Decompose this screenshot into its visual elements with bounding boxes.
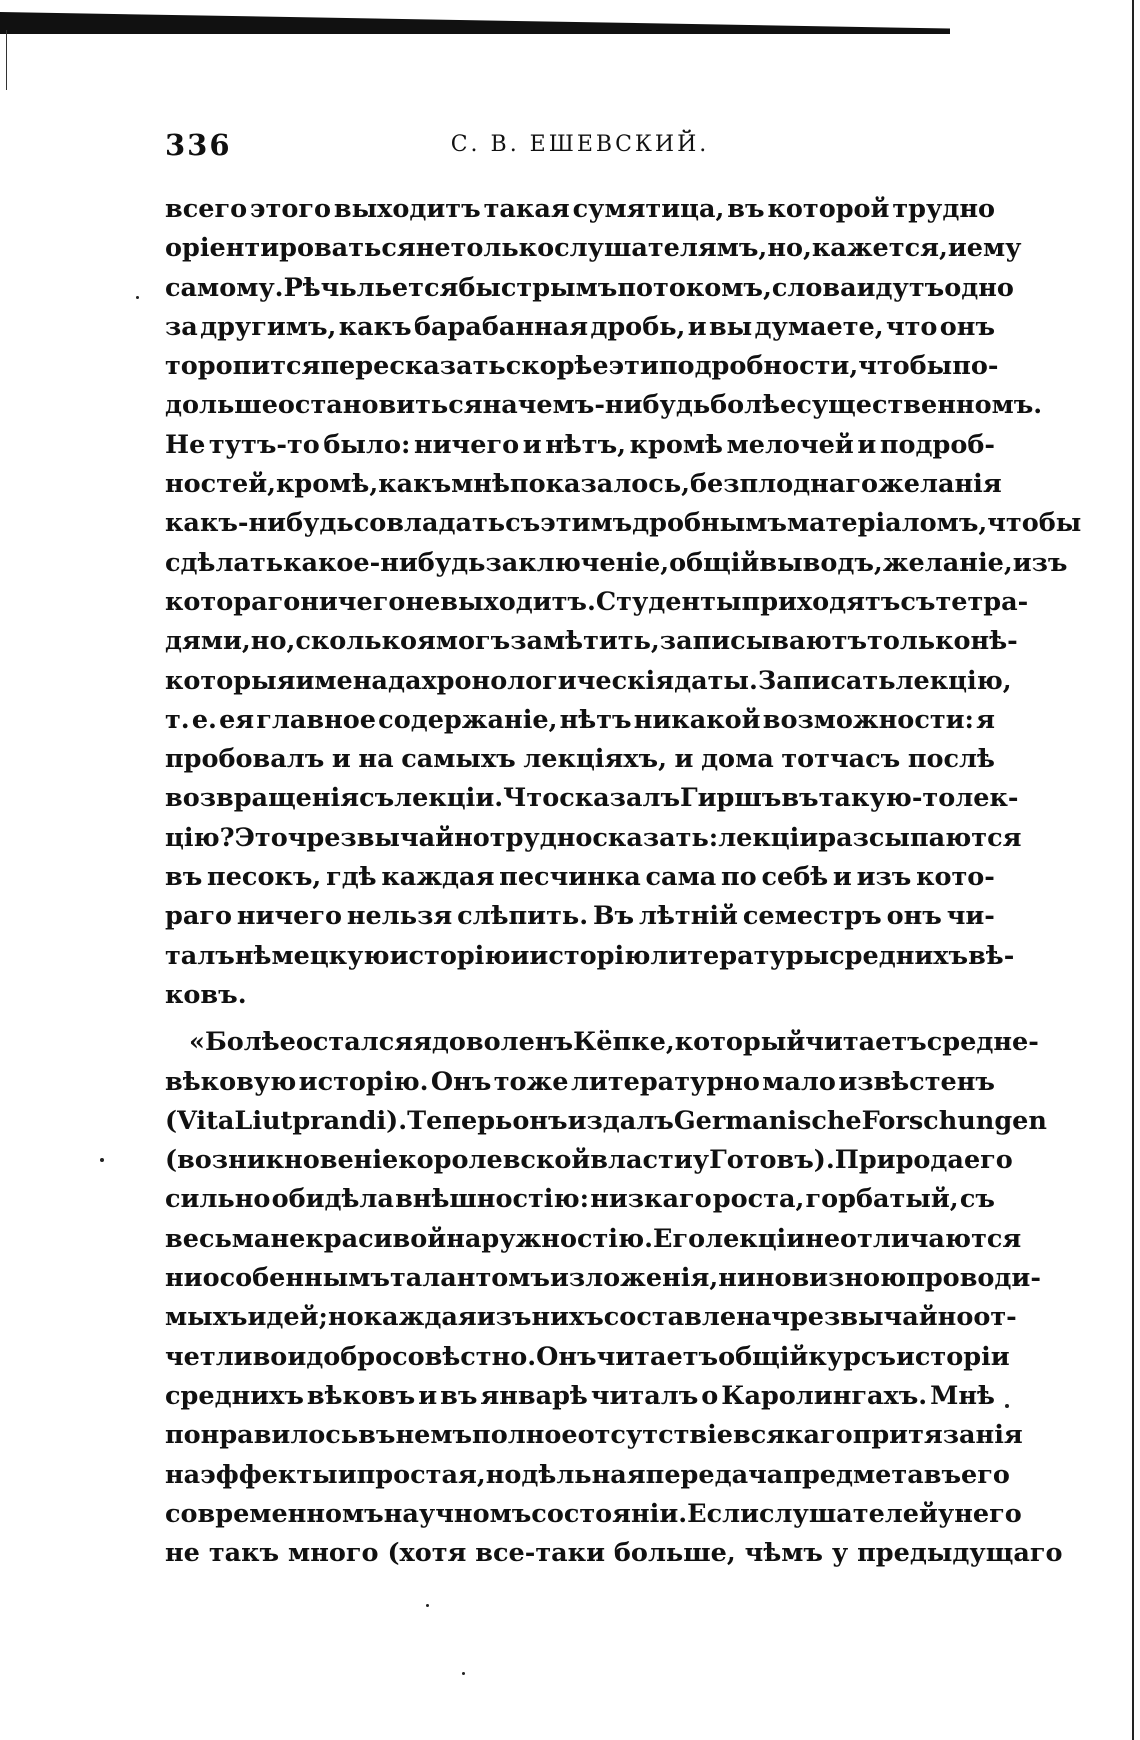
right-page-edge	[1132, 0, 1134, 1740]
text-line: четливо и добросовѣстно. Онъ читаетъ общій курсъ исторіи	[165, 1341, 1010, 1372]
scan-speck	[1005, 1404, 1009, 1408]
text-line: торопится пересказать скорѣе эти подробности, чтобы по-	[165, 351, 999, 382]
text-line: т. е. ея главное содержаніе, нѣтъ никакой возможности: я	[165, 704, 995, 735]
text-line: дольше остановиться на чемъ-нибудь болѣе существенномъ.	[165, 390, 1043, 421]
text-line: не такъ много (хотя все-таки больше, чѣмъ у предыдущаго	[165, 1538, 1063, 1569]
text-line: (Vita Liutprandi). Теперь онъиз далъ Germanische Forschungen	[165, 1105, 1047, 1136]
scan-speck	[426, 1604, 429, 1607]
text-line: возвращенія съ лекціи. Что сказалъ Гиршъ въ такую-то лек-	[165, 783, 1019, 814]
text-line: вѣковую исторію. Онъ тоже литературно мало извѣстенъ	[165, 1066, 995, 1097]
text-line: котораго ничего не выходитъ. Студенты приходятъ съ тетра-	[165, 586, 1029, 617]
text-line: Не тутъ-то было: ничего и нѣтъ, кромѣ мелочей и подроб-	[165, 429, 995, 460]
text-line: на эффекты и простая, но дѣльная передача предмета въ его	[165, 1459, 1010, 1490]
text-line: ковъ.	[165, 979, 247, 1010]
text-line: мыхъ идей; но каждая изъ нихъ составлена чрезвычайно от-	[165, 1302, 1017, 1333]
text-line: дями, но, сколько я могъ замѣтить, записываютъ только нѣ-	[165, 626, 1018, 657]
text-line: ни особеннымъ талантомъ изложенія, ни новизною проводи-	[165, 1263, 1041, 1294]
text-line: которыя имена да хронологическія даты. Записать лекцію,	[165, 665, 1012, 696]
text-line: (возникновеніе королевской власти у Готовъ). Природа его	[165, 1145, 1013, 1176]
text-line: раго ничего нельзя слѣпить. Въ лѣтній семестръ онъ чи-	[165, 901, 995, 932]
left-scan-edge	[6, 30, 7, 90]
text-line: среднихъ вѣковъ и въ январѣ читалъ о Каролингахъ. Мнѣ	[165, 1380, 995, 1411]
text-line: ностей, кромѣ, какъ мнѣ показалось, безплоднаго желанія	[165, 469, 1002, 500]
text-line: цію? Это чрезвычайно трудно сказать: лекціи разсыпаются	[165, 822, 1022, 853]
text-line: пробовалъ и на самыхъ лекціяхъ, и дома тотчасъ послѣ	[165, 744, 995, 775]
text-line: за другимъ, какъ барабанная дробь, и вы думаете, что онъ	[165, 311, 995, 342]
text-line: талъ нѣмецкую исторію и исторію литературы среднихъ вѣ-	[165, 940, 1015, 971]
text-line: современномъ научномъ состояніи. Если слушателей у него	[165, 1498, 1022, 1529]
text-line: въ песокъ, гдѣ каждая песчинка сама по себѣ и изъ кото-	[165, 862, 995, 893]
page-number: 336	[165, 128, 232, 162]
body-text	[165, 190, 1082, 1573]
scan-speck	[462, 1672, 465, 1675]
running-title: С. В. ЕШЕВСКИЙ.	[450, 132, 710, 157]
text-line: сдѣлать какое-нибудь заключеніе, общій выводъ, желаніе, изъ	[165, 547, 1068, 578]
text-line: весьма некрасивой наружностію. Его лекціи не отличаются	[165, 1223, 1022, 1254]
text-line: «Болѣе остался я доволенъ Кёпке, который читаетъ средне-	[189, 1027, 1039, 1058]
text-line: всего этого выходитъ такая сумятица, въ которой трудно	[165, 194, 995, 224]
scan-speck	[136, 296, 139, 299]
text-line: оріентироваться не только слушателямъ, но, кажется, и ему	[165, 233, 1022, 264]
text-line: какъ-нибудь совладать съ этимъ дробнымъ матеріаломъ, чтобы	[165, 508, 1082, 539]
text-line: самому. Рѣчь льется быстрымъ потокомъ, слова идутъ одно	[165, 272, 1014, 303]
top-scan-rule	[0, 12, 950, 34]
page-header	[165, 128, 995, 168]
text-line: сильно обидѣла внѣшностію: низкаго роста, горбатый, съ	[165, 1184, 995, 1215]
scan-speck	[100, 1158, 104, 1162]
text-line: понравилось въ немъ полное отсутствіе всякаго притязанія	[165, 1420, 1023, 1451]
